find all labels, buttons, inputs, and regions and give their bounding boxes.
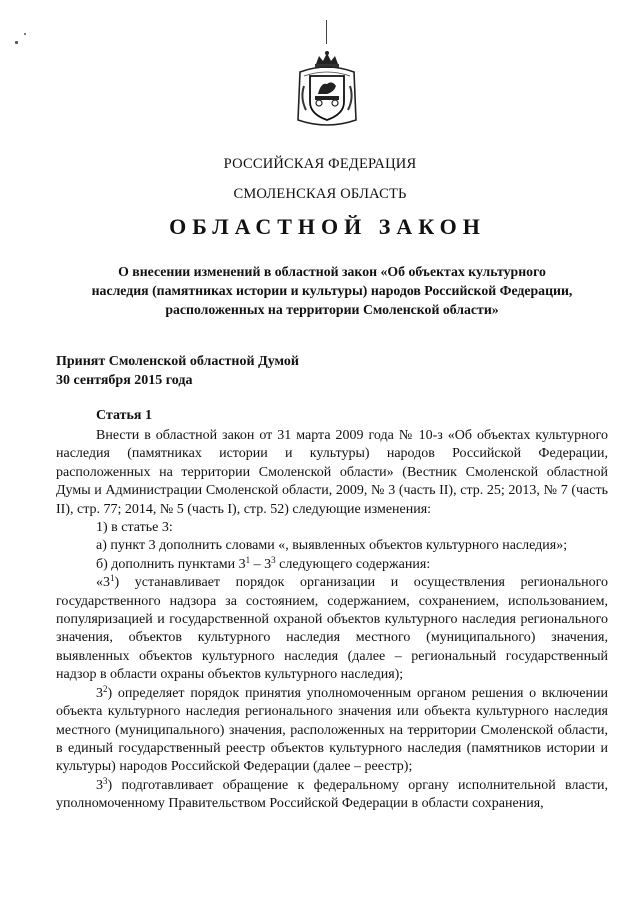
adoption-block: [56, 352, 299, 390]
article-title: Статья 1: [96, 408, 152, 423]
law-subject-line: наследия (памятниках истории и культуры) народов Российской Федерации,: [91, 283, 573, 298]
clause-3-2: $3^2$) определяет порядок принятия уполномоченным органом решения о включении объекта культурного наследия регионального значения или объекта культурного наследия местного (муниципального) значения, расположенных на территории Смоленской области, в единый государственный реестр объектов культурного наследия (памятников истории и культуры) народов Российской Федерации (далее – реестр);: [56, 683, 608, 775]
clause-3-3: $3^3$) подготавливает обращение к федеральному органу исполнительной власти, уполномоченному Правительством Российской Федерации в области сохранения,: [56, 775, 608, 812]
article-intro: Внести в областной закон от 31 марта 2009 года № 10-з «Об объектах культурного наследия (памятниках истории и культуры) народов Российской Федерации, расположенных на территории Смоленской области» (Вестник Смоленской областной Думы и Администрации Смоленской области, 2009, № 3 (часть II), стр. 25; 2013, № 7 (часть II), стр. 77; 2014, № 5 (часть I), стр. 52) следующие изменения:: [56, 428, 608, 517]
article-body: [56, 427, 608, 814]
adoption-date: 30 сентября 2015 года: [56, 373, 193, 388]
scan-speck: [24, 33, 26, 35]
law-subject-line: расположенных на территории Смоленской области»: [165, 302, 499, 317]
list-item: 1) в статье 3:: [96, 520, 173, 536]
scan-speck: [15, 41, 18, 44]
region-heading: СМОЛЕНСКАЯ ОБЛАСТЬ: [233, 186, 407, 202]
scan-mark: [326, 20, 327, 44]
federation-heading: РОССИЙСКАЯ ФЕДЕРАЦИЯ: [223, 156, 417, 172]
list-item: б) дополнить пунктами $3^1 - 3^3$ следующего содержания:: [96, 554, 431, 572]
list-item: а) пункт 3 дополнить словами «, выявленных объектов культурного наследия»;: [96, 538, 568, 554]
law-subject-line: О внесении изменений в областной закон «Об объектах культурного: [118, 264, 546, 279]
clause-3-1: «$3^1$) устанавливает порядок организации и осуществления регионального государственного надзора за состоянием, содержанием, сохранением, использованием, популяризацией и государственной охраной объектов культурного наследия регионального значения, объектов культурного наследия местного (муниципального) значения, выявленных объектов культурного наследия (далее – региональный государственный надзор в области охраны объектов культурного наследия);: [56, 573, 608, 683]
document-type-title: ОБЛАСТНОЙ ЗАКОН: [169, 214, 486, 239]
law-subject: [56, 262, 608, 319]
adopted-by: Принят Смоленской областной Думой: [56, 354, 299, 369]
smolensk-coat-of-arms-icon: [294, 50, 360, 128]
